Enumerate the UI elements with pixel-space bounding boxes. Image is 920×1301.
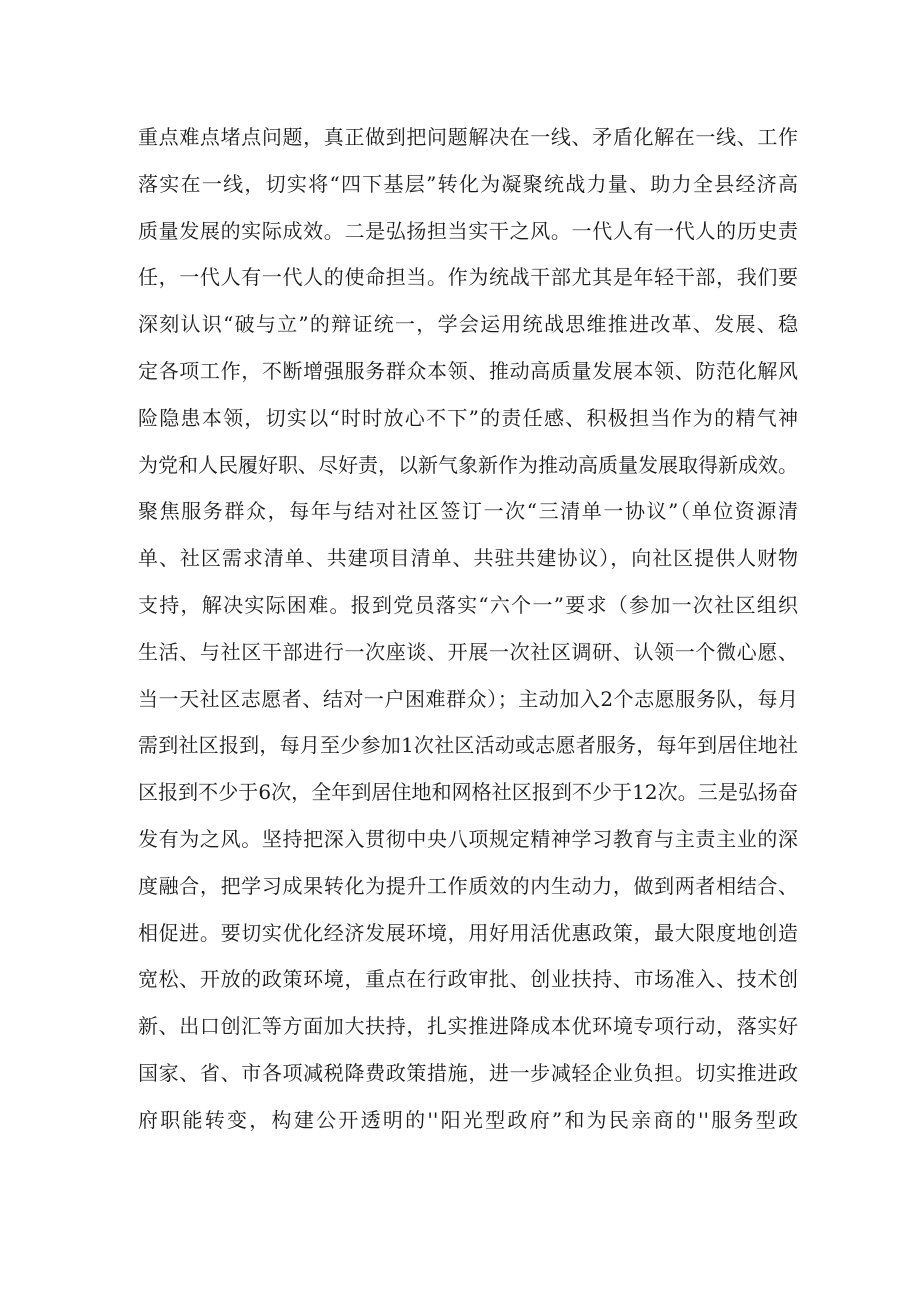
text-line: 聚焦服务群众，每年与结对社区签订一次“三清单一协议”（单位资源清: [138, 499, 798, 524]
text-line: 重点难点堵点问题，真正做到把问题解决在一线、矛盾化解在一线、工作: [138, 125, 798, 149]
text-line: 深刻认识“破与立”的辩证统一，学会运用统战思维推进改革、发展、稳: [138, 312, 798, 337]
text-line: 度融合，把学习成果转化为提升工作质效的内生动力，做到两者相结合、: [138, 873, 798, 898]
text-line: 险隐患本领，切实以“时时放心不下”的责任感、积极担当作为的精气神: [138, 405, 798, 430]
text-line: 生活、与社区干部进行一次座谈、开展一次社区调研、认领一个微心愿、: [138, 639, 798, 664]
text-line: 需到社区报到，每月至少参加1次社区活动或志愿者服务，每年到居住地社: [138, 733, 798, 758]
text-line: 单、社区需求清单、共建项目清单、共驻共建协议），向社区提供人财物: [138, 546, 798, 571]
text-line: 新、出口创汇等方面加大扶持，扎实推进降成本优环境专项行动，落实好: [138, 1014, 798, 1039]
text-line: 支持，解决实际困难。报到党员落实“六个一”要求（参加一次社区组织: [138, 592, 798, 617]
text-line: 宽松、开放的政策环境，重点在行政审批、创业扶持、市场准入、技术创: [138, 967, 798, 992]
text-line: 当一天社区志愿者、结对一户困难群众）；主动加入2个志愿服务队，每月: [138, 686, 798, 711]
text-line: 发有为之风。坚持把深入贯彻中央八项规定精神学习教育与主责主业的深: [138, 826, 798, 851]
text-line: 质量发展的实际成效。二是弘扬担当实干之风。一代人有一代人的历史责: [138, 218, 798, 243]
text-line: 定各项工作，不断增强服务群众本领、推动高质量发展本领、防范化解风: [138, 358, 798, 383]
text-line: 落实在一线，切实将“四下基层”转化为凝聚统战力量、助力全县经济高: [138, 171, 798, 196]
body-text: [138, 114, 798, 1144]
text-line: 相促进。要切实优化经济发展环境，用好用活优惠政策，最大限度地创造: [138, 920, 798, 945]
text-line: 区报到不少于6次，全年到居住地和网格社区报到不少于12次。三是弘扬奋: [138, 780, 798, 805]
text-line: 为党和人民履好职、尽好责，以新气象新作为推动高质量发展取得新成效。: [138, 452, 798, 477]
text-line: 任，一代人有一代人的使命担当。作为统战干部尤其是年轻干部，我们要: [138, 265, 798, 290]
text-line: 国家、省、市各项减税降费政策措施，进一步减轻企业负担。切实推进政: [138, 1060, 798, 1085]
text-line: 府职能转变，构建公开透明的''阳光型政府”和为民亲商的''服务型政: [138, 1107, 798, 1132]
